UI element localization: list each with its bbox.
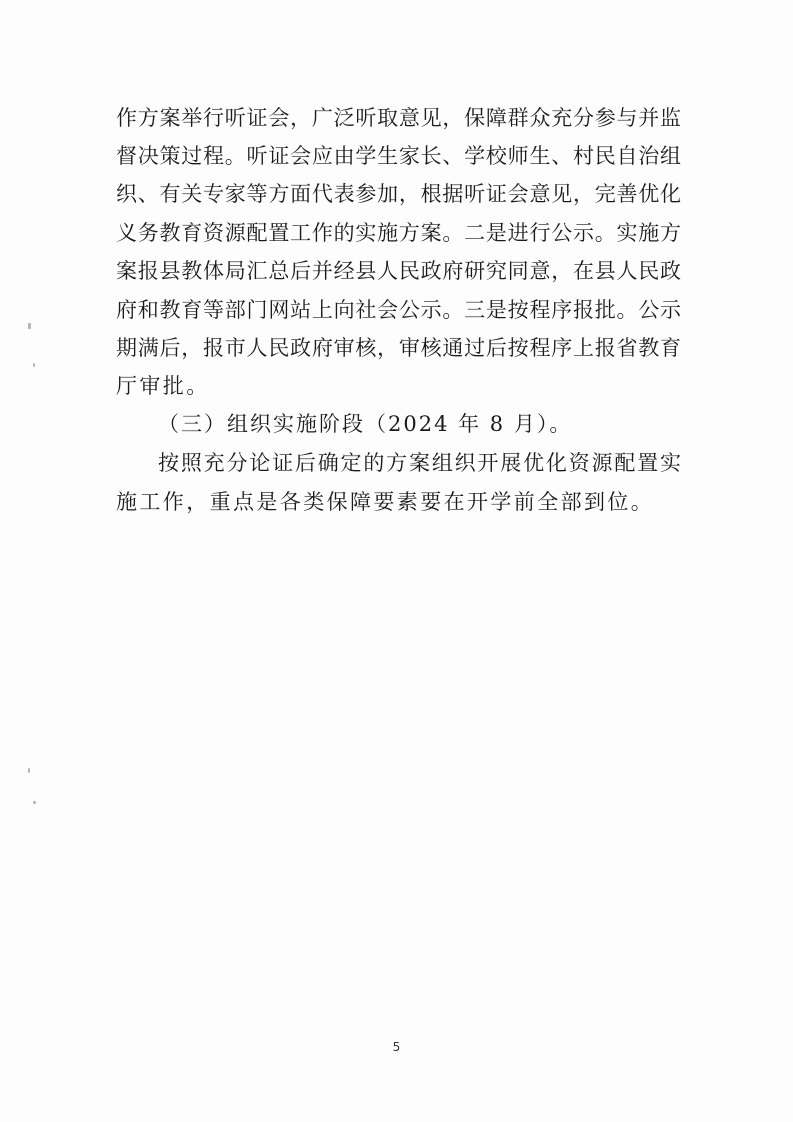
paragraph-line: 案报县教体局汇总后并经县人民政府研究同意，在县人民政 [116,259,681,283]
scan-speck [28,323,31,329]
scan-speck [33,363,35,367]
paragraph-line: 作方案举行听证会，广泛听取意见，保障群众充分参与并监 [116,106,681,130]
section-heading: （三）组织实施阶段（2024 年 8 月）。 [158,412,573,436]
paragraph-line: 府和教育等部门网站上向社会公示。三是按程序报批。公示 [116,298,681,322]
paragraph-line: 厅审批。 [116,374,210,398]
scan-speck [33,801,36,804]
paragraph-line: 施工作，重点是各类保障要素要在开学前全部到位。 [116,490,655,514]
page-number: 5 [392,1040,401,1054]
paragraph-line: 织、有关专家等方面代表参加，根据听证会意见，完善优化 [116,182,681,206]
paragraph-line: 期满后，报市人民政府审核，审核通过后按程序上报省教育 [116,336,681,360]
paragraph-line: 义务教育资源配置工作的实施方案。二是进行公示。实施方 [116,221,681,245]
scan-speck [28,768,30,773]
paragraph-line: 按照充分论证后确定的方案组织开展优化资源配置实 [158,451,681,475]
paragraph-line: 督决策过程。听证会应由学生家长、学校师生、村民自治组 [116,144,681,168]
